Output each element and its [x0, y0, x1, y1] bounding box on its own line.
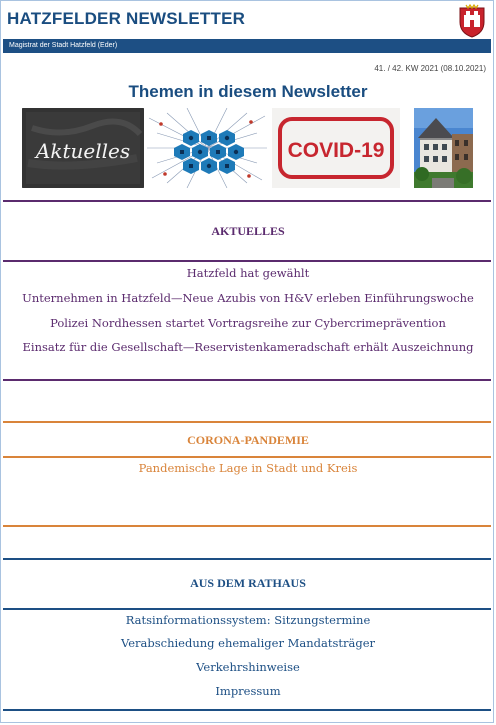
rathaus-title-divider — [3, 608, 491, 610]
rathaus-section-title: AUS DEM RATHAUS — [190, 576, 306, 590]
network-icons-image[interactable] — [147, 108, 267, 188]
aktuelles-link-polizei[interactable]: Polizei Nordhessen startet Vortragsreihe zur Cybercrimeprävention — [50, 316, 446, 330]
covid-stamp-image[interactable] — [272, 108, 400, 188]
aktuelles-chalk-text: Aktuelles — [35, 139, 131, 163]
aktuelles-top-divider — [3, 200, 491, 202]
corona-link-lage[interactable]: Pandemische Lage in Stadt und Kreis — [138, 461, 358, 475]
aktuelles-section-title: AKTUELLES — [211, 224, 285, 238]
corona-bottom-divider — [3, 525, 491, 527]
aktuelles-bottom-divider — [3, 379, 491, 381]
aktuelles-link-azubis[interactable]: Unternehmen in Hatzfeld—Neue Azubis von H&V erleben Einführungswoche — [22, 291, 474, 305]
corona-section-title: CORONA-PANDEMIE — [187, 433, 309, 447]
rathaus-photo-image[interactable] — [414, 108, 473, 188]
aktuelles-title-divider — [3, 260, 491, 262]
aktuelles-link-reservisten[interactable]: Einsatz für die Gesellschaft—Reservistenkameradschaft erhält Auszeichnung — [22, 340, 474, 354]
themen-heading: Themen in diesem Newsletter — [128, 82, 368, 101]
publisher-bar: Magistrat der Stadt Hatzfeld (Eder) — [3, 39, 491, 53]
corona-top-divider — [3, 421, 491, 423]
rathaus-top-divider — [3, 558, 491, 560]
rathaus-link-verkehr[interactable]: Verkehrshinweise — [196, 660, 300, 674]
rathaus-link-mandatstraeger[interactable]: Verabschiedung ehemaliger Mandatsträger — [120, 636, 376, 650]
city-crest-logo — [457, 4, 487, 38]
rathaus-link-impressum[interactable]: Impressum — [215, 684, 281, 698]
aktuelles-link-wahl[interactable]: Hatzfeld hat gewählt — [186, 266, 310, 280]
covid-stamp-text: COVID-19 — [287, 139, 385, 162]
issue-date: 41. / 42. KW 2021 (08.10.2021) — [374, 64, 486, 73]
newsletter-title: HATZFELDER NEWSLETTER — [7, 9, 246, 28]
rathaus-bottom-divider — [3, 709, 491, 711]
aktuelles-chalkboard-image[interactable] — [22, 108, 144, 188]
corona-title-divider — [3, 456, 491, 458]
rathaus-link-sitzungstermine[interactable]: Ratsinformationssystem: Sitzungstermine — [125, 613, 371, 627]
